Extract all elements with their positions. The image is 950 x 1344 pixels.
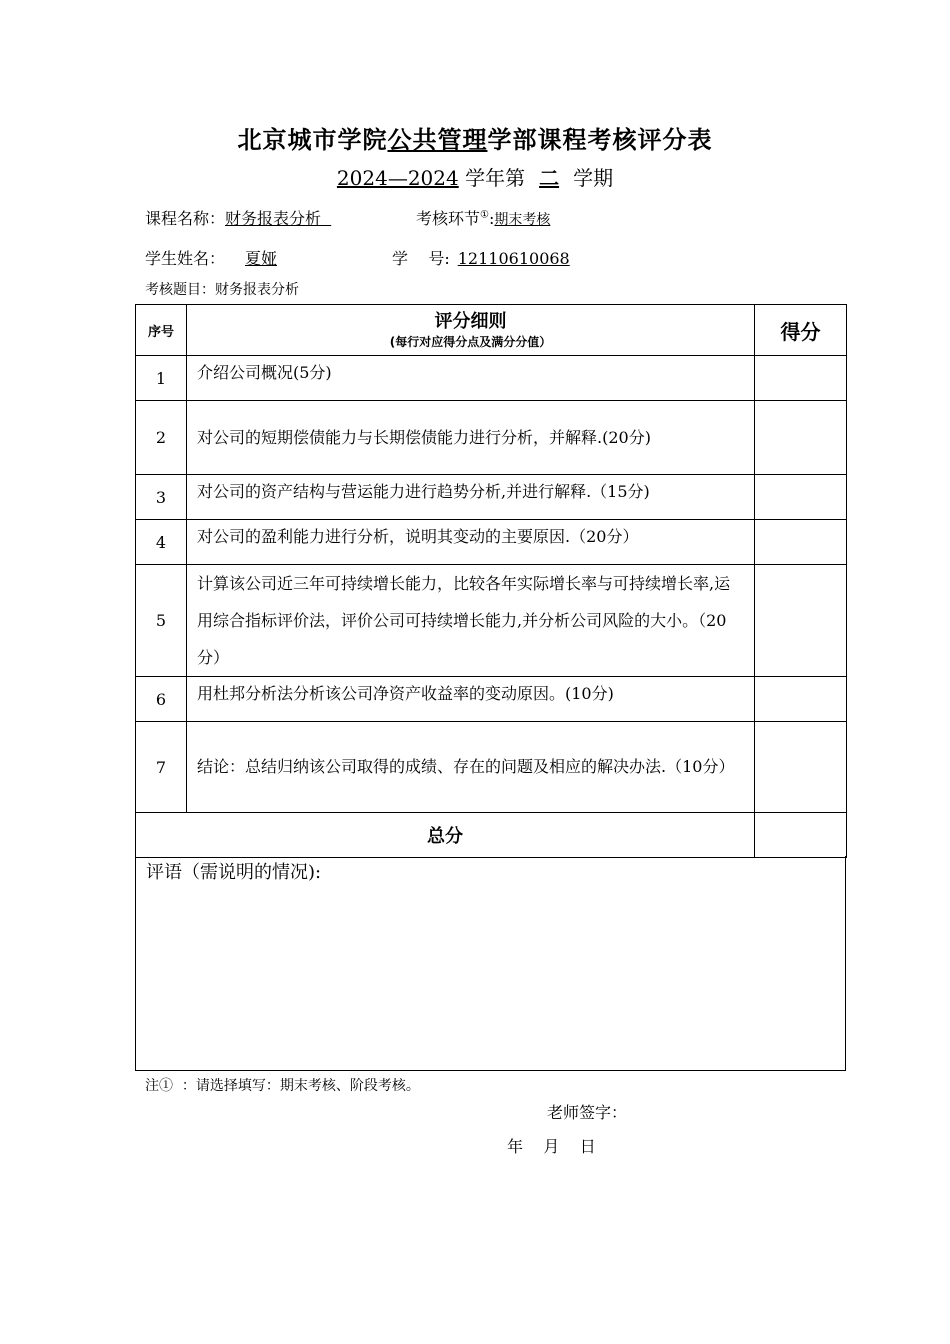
row-number: 5 <box>136 565 187 677</box>
table-row <box>136 565 847 677</box>
header-number: 序号 <box>136 305 187 356</box>
table-row <box>136 475 847 520</box>
title-department: 公共管理 <box>387 126 488 154</box>
term-label-b: 学期 <box>573 166 614 190</box>
comment-label: 评语（需说明的情况): <box>146 862 322 883</box>
row-criterion: 介绍公司概况(5分) <box>187 356 755 401</box>
teacher-signature: 老师签字： <box>547 1103 628 1122</box>
total-row <box>136 813 847 858</box>
header-criteria-subtitle: (每行对应得分点及满分分值） <box>389 335 552 349</box>
course-name-row <box>145 206 331 229</box>
course-value: 财务报表分析 <box>225 209 322 228</box>
row-criterion: 计算该公司近三年可持续增长能力，比较各年实际增长率与可持续增长率,运用综合指标评价法，评价公司可持续增长能力,并分析公司风险的大小。（20分） <box>187 565 755 677</box>
exam-footnote-mark: ① <box>480 209 489 221</box>
id-label: 学 号: <box>392 249 450 268</box>
header-criteria <box>187 305 755 356</box>
score-cell[interactable] <box>755 565 847 677</box>
exam-label: 考核环节 <box>416 209 481 228</box>
header-criteria-title: 评分细则 <box>434 311 507 332</box>
score-cell[interactable] <box>755 401 847 475</box>
signature-date: 年 月 日 <box>507 1137 596 1156</box>
row-number: 3 <box>136 475 187 520</box>
score-cell[interactable] <box>755 722 847 813</box>
title-form-name: 学部课程考核评分表 <box>487 126 713 154</box>
header-score: 得分 <box>755 305 847 356</box>
scoring-table <box>135 304 847 858</box>
score-cell[interactable] <box>755 677 847 722</box>
score-cell[interactable] <box>755 356 847 401</box>
row-number: 4 <box>136 520 187 565</box>
term-years: 2024—2024 <box>336 166 459 190</box>
term-semester: 二 <box>539 166 560 190</box>
title-school: 北京城市学院 <box>237 126 388 154</box>
exam-topic: 考核题目：财务报表分析 <box>145 282 299 298</box>
row-number: 7 <box>136 722 187 813</box>
exam-type-row <box>416 206 550 229</box>
row-criterion: 对公司的短期偿债能力与长期偿债能力进行分析，并解释.(20分) <box>187 401 755 475</box>
row-number: 6 <box>136 677 187 722</box>
course-label: 课程名称： <box>145 209 226 228</box>
row-number: 2 <box>136 401 187 475</box>
row-criterion: 用杜邦分析法分析该公司净资产收益率的变动原因。(10分) <box>187 677 755 722</box>
row-criterion: 对公司的盈利能力进行分析，说明其变动的主要原因.（20分） <box>187 520 755 565</box>
row-criterion: 结论：总结归纳该公司取得的成绩、存在的问题及相应的解决办法.（10分） <box>187 722 755 813</box>
exam-value: 期末考核 <box>494 212 551 228</box>
score-cell[interactable] <box>755 475 847 520</box>
exam-colon: : <box>488 209 495 228</box>
term-label-a: 学年第 <box>465 166 526 190</box>
student-label: 学生姓名： <box>145 249 226 268</box>
total-score-cell[interactable] <box>755 813 847 858</box>
total-label: 总分 <box>136 813 755 858</box>
row-number: 1 <box>136 356 187 401</box>
student-id-row <box>392 246 570 269</box>
footnote: 注① ：请选择填写：期末考核、阶段考核。 <box>145 1078 420 1094</box>
term-line <box>0 162 950 191</box>
score-cell[interactable] <box>755 520 847 565</box>
table-header-row <box>136 305 847 356</box>
page-title <box>0 120 950 155</box>
student-name-row <box>145 246 291 269</box>
row-criterion: 对公司的资产结构与营运能力进行趋势分析,并进行解释.（15分) <box>187 475 755 520</box>
student-value: 夏娅 <box>245 249 278 268</box>
table-row <box>136 356 847 401</box>
id-value: 12110610068 <box>457 249 570 268</box>
table-row <box>136 520 847 565</box>
table-row <box>136 401 847 475</box>
table-row <box>136 722 847 813</box>
comment-box[interactable] <box>135 856 846 1071</box>
table-row <box>136 677 847 722</box>
